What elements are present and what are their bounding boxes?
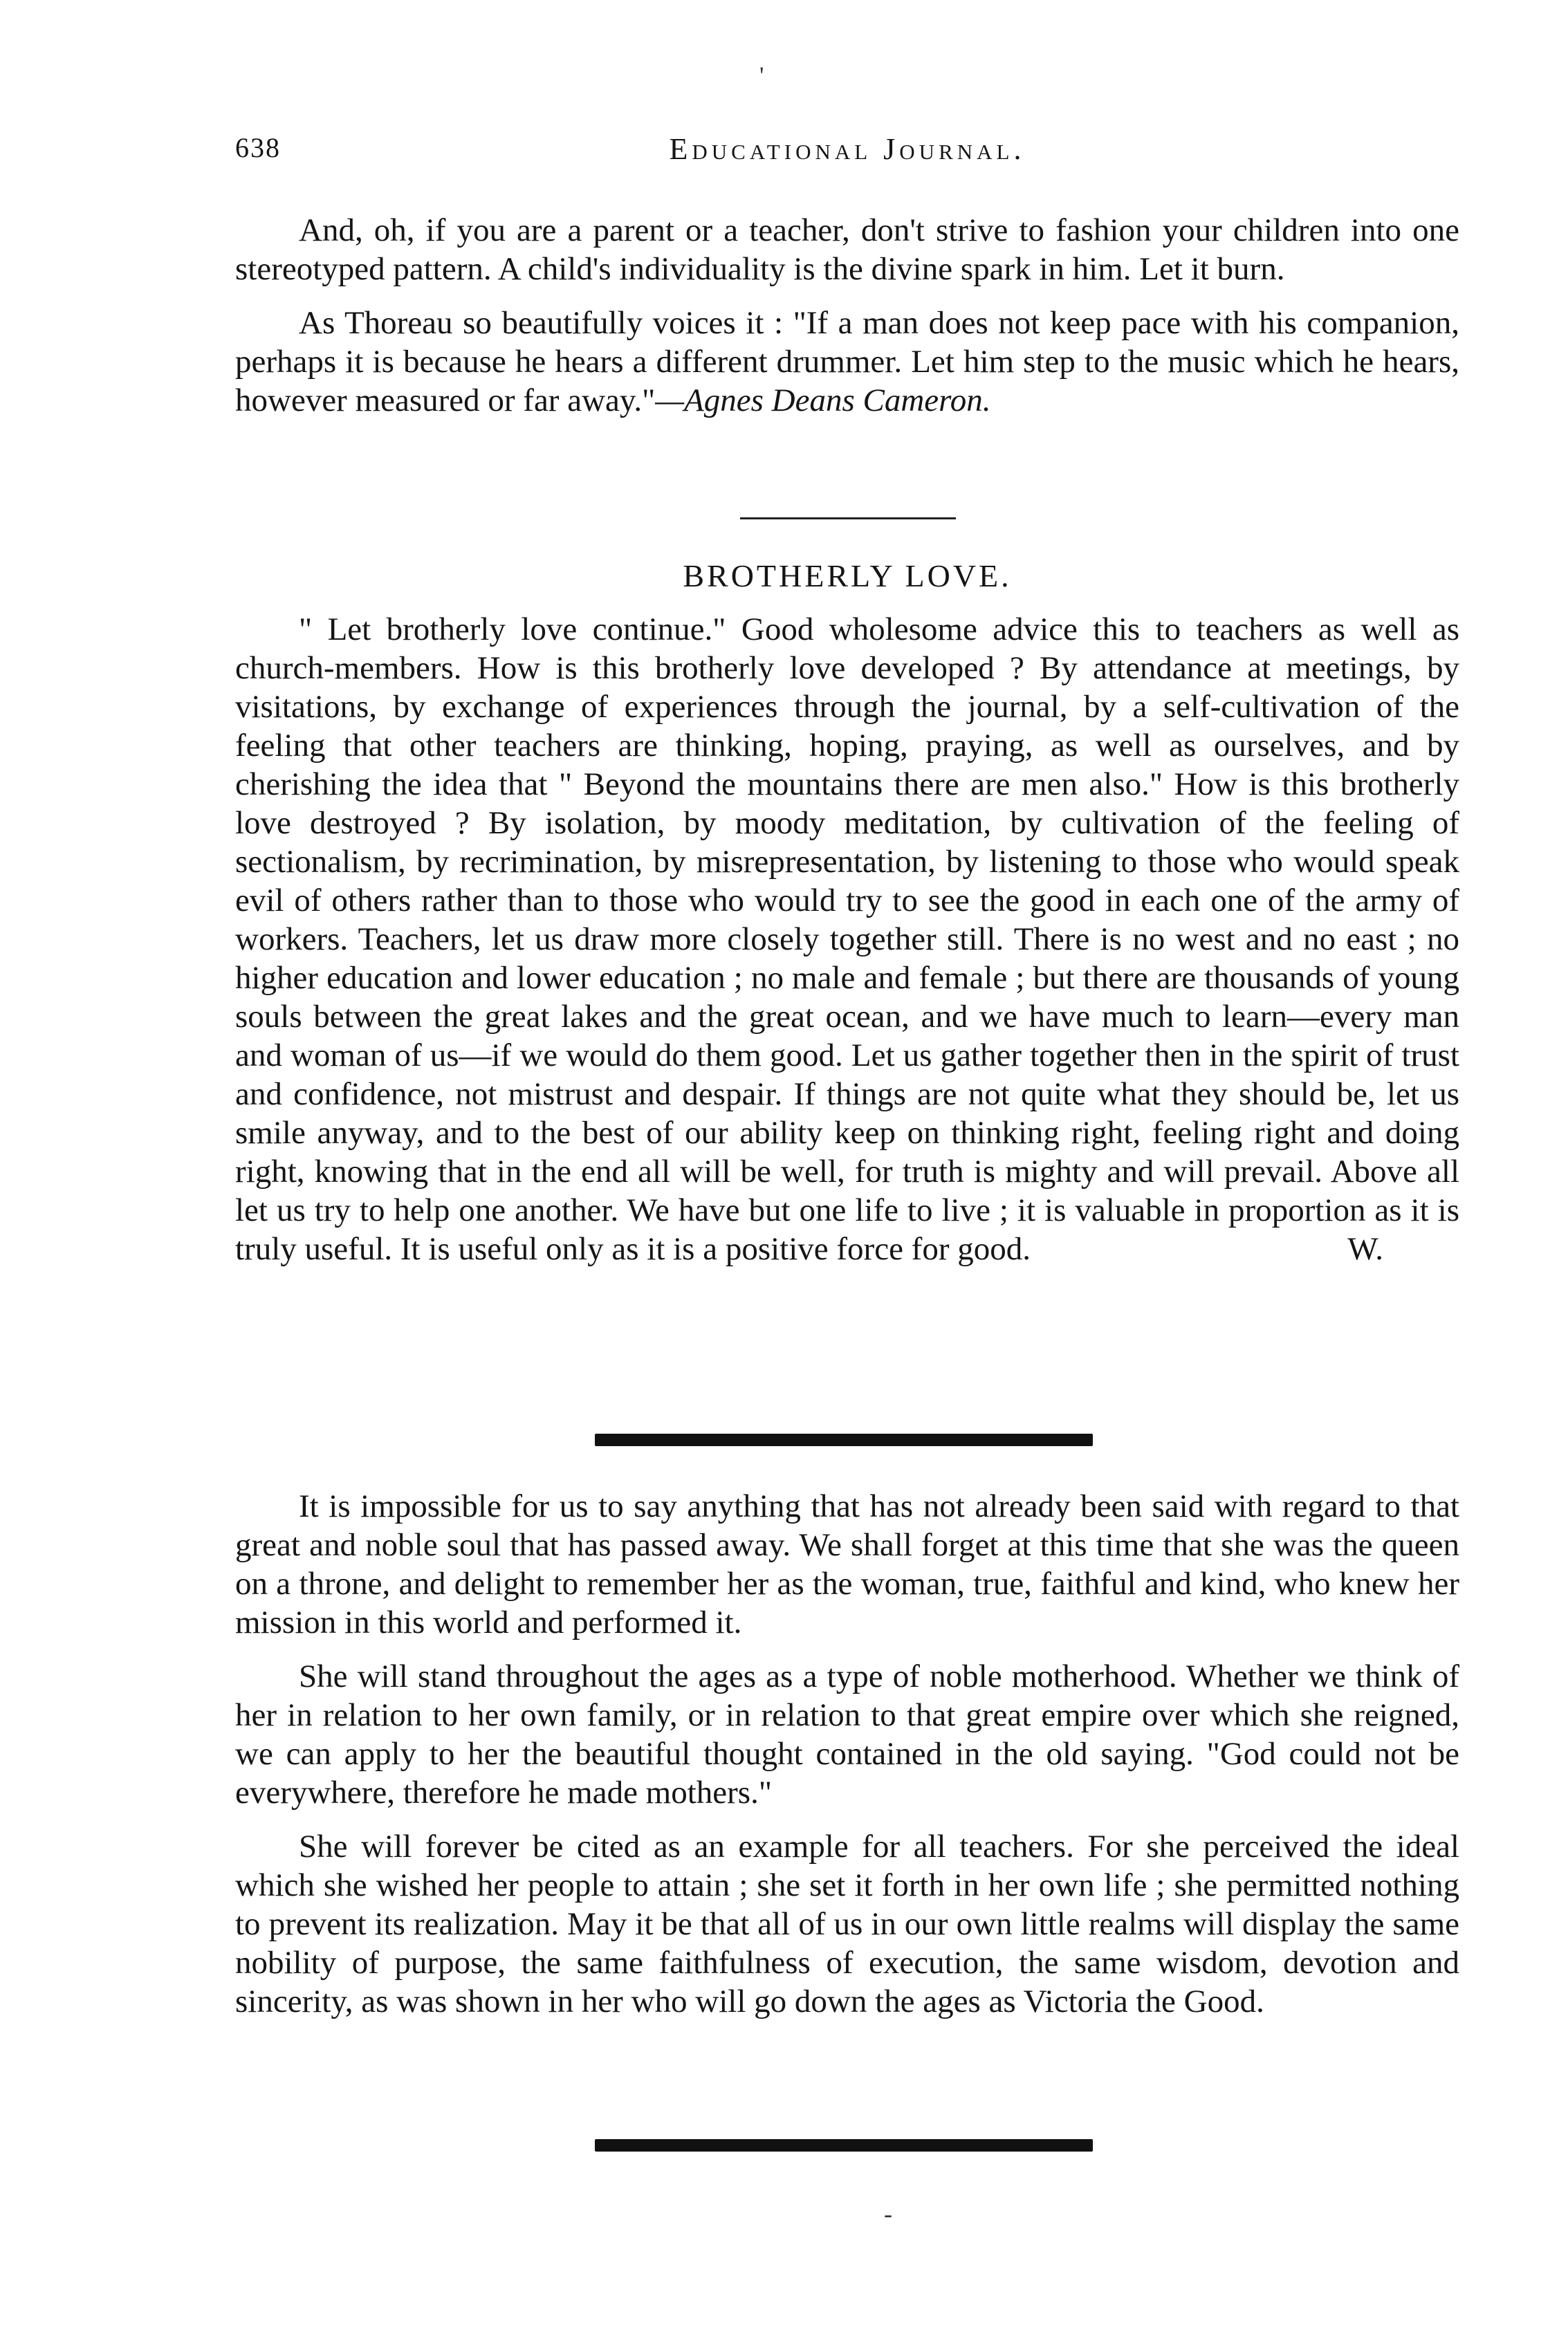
running-head: Educational Journal. xyxy=(669,132,1026,166)
author-signature: —Agnes Deans Cameron. xyxy=(655,382,991,418)
section-divider xyxy=(740,517,956,519)
paragraph xyxy=(235,304,1459,420)
paragraph: She will stand throughout the ages as a type of noble motherhood. Whether we think of her in relation to her own family, or in relation to that great empire over which she reigned, we can apply to her the beautiful thought contained in the old saying. "God could not be everywhere, therefore he made mothers." xyxy=(235,1658,1459,1811)
page-number: 638 xyxy=(235,132,281,163)
paragraph: She will forever be cited as an example for all teachers. For she perceived the ideal which she wished her people to attain ; she set it forth in her own life ; she permitted nothing to prevent its realization. May it be that all of us in our own little realms will display the same nobility of purpose, the same faithfulness of execution, the same wisdom, devotion and sincerity, as was shown in her who will go down the ages as Victoria the Good. xyxy=(235,1829,1459,2019)
stray-ink-mark: ' xyxy=(759,62,764,89)
stray-ink-mark: - xyxy=(884,2200,892,2228)
section-title: BROTHERLY LOVE. xyxy=(683,558,1012,593)
paragraph xyxy=(235,610,1459,1268)
paragraph: It is impossible for us to say anything that has not already been said with regard to that great and noble soul that has passed away. We shall forget at this time that she was the queen on a throne, and delight to remember her as the woman, true, faithful and kind, who knew her mission in this world and performed it. xyxy=(235,1488,1459,1640)
article-continuation xyxy=(235,211,1459,420)
page-header xyxy=(235,131,1459,180)
heavy-rule xyxy=(595,2139,1093,2152)
paragraph-text: " Let brotherly love continue." Good wholesome advice this to teachers as well as church-members. How is this brotherly love developed ? By attendance at meetings, by visitations, by exchange of experiences through the journal, by a self-cultivation of the feeling that other teachers are thinking, hoping, praying, as well as ourselves, and by cherishing the idea that " Beyond the mountains there are men also." How is this brotherly love destroyed ? By isolation, by moody meditation, by cultivation of the feeling of sectionalism, by recrimination, by misrepresentation, by listening to those who would speak evil of others rather than to those who would try to see the good in each one of the army of workers. Teachers, let us draw more closely together still. There is no west and no east ; no higher education and lower education ; no male and female ; but there are thousands of young souls between the great lakes and the great ocean, and we have much to learn—every man and woman of us—if we would do them good. Let us gather together then in the spirit of trust and confidence, not mistrust and despair. If things are not quite what they should be, let us smile anyway, and to the best of our ability keep on thinking right, feeling right and doing right, knowing that in the end all will be well, for truth is mighty and will prevail. Above all let us try to help one another. We have but one life to live ; it is valuable in proportion as it is truly useful. It is useful only as it is a positive force for good. xyxy=(235,611,1459,1267)
heavy-rule xyxy=(595,1434,1093,1446)
author-initial: W. xyxy=(1347,1231,1383,1267)
paragraph: And, oh, if you are a parent or a teacher, don't strive to fashion your children into one stereotyped pattern. A child's individuality is the divine spark in him. Let it burn. xyxy=(235,212,1459,287)
brotherly-love-article xyxy=(235,610,1459,1268)
paragraph-text: As Thoreau so beautifully voices it : "If a man does not keep pace with his companion, perhaps it is because he hears a different drummer. Let him step to the music which he hears, however measured or far away." xyxy=(235,305,1459,418)
victoria-tribute xyxy=(235,1487,1459,2021)
